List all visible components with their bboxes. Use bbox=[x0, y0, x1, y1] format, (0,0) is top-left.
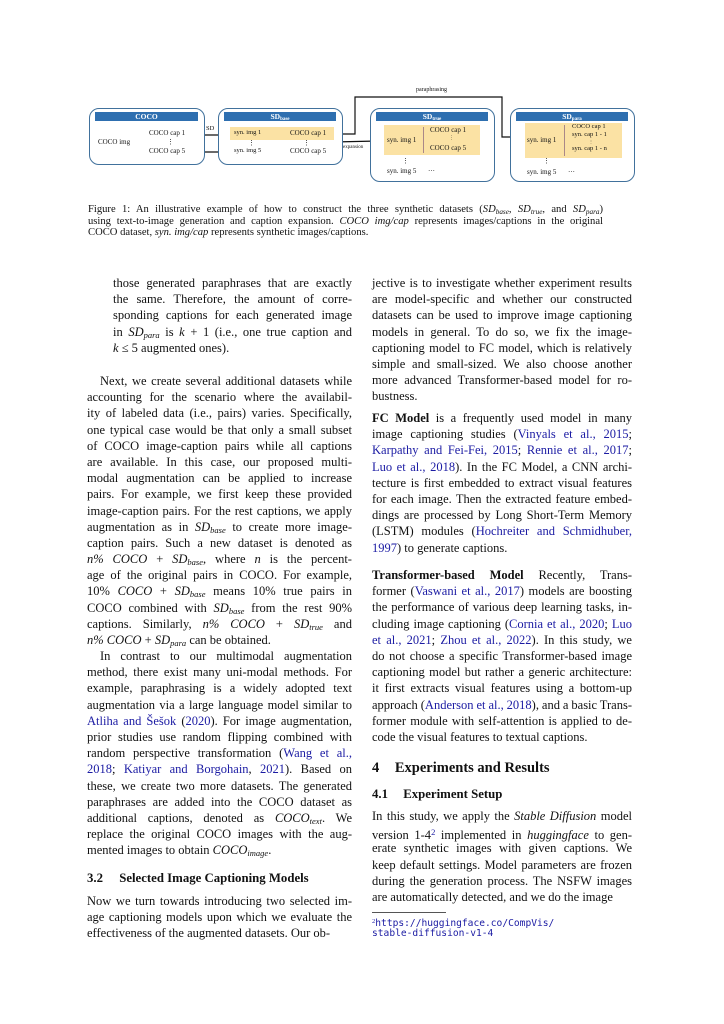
sd-base-cap-1: COCO cap 1 bbox=[290, 129, 327, 137]
text-span: . We bbox=[321, 810, 352, 825]
text-span: SD bbox=[172, 552, 188, 567]
footnote-marker[interactable]: 2 bbox=[372, 918, 376, 925]
sd-para-cap-2: syn. cap 1 - n bbox=[572, 145, 607, 152]
text-line bbox=[372, 410, 632, 426]
text-line bbox=[87, 713, 352, 729]
text-span: base bbox=[210, 524, 226, 535]
text-line bbox=[113, 340, 352, 356]
text-span: SD bbox=[194, 519, 211, 534]
text-span: true bbox=[309, 621, 323, 632]
text-line: during the generation process. The NSFW images bbox=[372, 873, 632, 888]
text-span: + bbox=[141, 633, 155, 647]
text-span: ). Based on bbox=[285, 762, 352, 777]
text-line: jective is to investigate whether experiment results bbox=[372, 276, 632, 290]
text-span: image bbox=[247, 848, 269, 859]
text-span: para bbox=[585, 207, 600, 216]
text-span: n bbox=[254, 552, 261, 567]
text-line: accounting for the scenario where the availabil- bbox=[87, 390, 352, 405]
text-line: ity of labeled data (i.e., pairs) varies. Specifically, bbox=[87, 406, 352, 421]
text-span: additional captions, denoted as bbox=[87, 810, 275, 825]
text-span: ; bbox=[517, 443, 527, 458]
vertical-dots: ⋮ bbox=[543, 157, 550, 165]
section-heading-4-1 bbox=[372, 787, 502, 802]
text-span: text bbox=[309, 816, 322, 826]
text-span: former ( bbox=[372, 584, 415, 599]
text-line bbox=[372, 583, 632, 599]
text-line bbox=[372, 540, 632, 556]
text-line bbox=[88, 216, 603, 228]
text-line bbox=[87, 583, 352, 599]
text-span: image captioning studies ( bbox=[372, 427, 518, 442]
text-span: using text-to-image generation and caption expansion. bbox=[88, 215, 340, 227]
section-number: 3.2 bbox=[87, 871, 103, 885]
text-span: implemented in bbox=[435, 828, 528, 842]
paraphrasing-label: paraphrasing bbox=[416, 87, 447, 93]
vertical-dots: ⋮ bbox=[167, 137, 174, 146]
divider bbox=[564, 125, 565, 156]
text-span: , bbox=[508, 204, 518, 215]
text-span: COCO dataset, bbox=[88, 227, 155, 239]
paragraph bbox=[87, 893, 352, 942]
figure-caption bbox=[88, 204, 603, 239]
citation-link[interactable]: 2018 bbox=[87, 762, 112, 777]
text-span: version 1-4 bbox=[372, 828, 432, 842]
sd-para-sub: para bbox=[571, 117, 582, 122]
text-line bbox=[372, 567, 632, 583]
paragraph bbox=[87, 373, 352, 648]
sd-true-cap-1: COCO cap 1 bbox=[430, 126, 467, 134]
text-line bbox=[87, 616, 352, 632]
text-line: replace the original COCO images with the aug- bbox=[87, 827, 352, 842]
text-span: + bbox=[264, 616, 294, 631]
paragraph bbox=[372, 410, 632, 556]
text-span: model bbox=[596, 809, 632, 823]
text-line: augmentation via a large language model similar to bbox=[87, 697, 352, 712]
text-span: base bbox=[187, 557, 204, 568]
text-span: huggingface bbox=[527, 828, 589, 842]
text-span: base bbox=[189, 589, 206, 600]
text-span: , bbox=[248, 762, 260, 777]
text-line: bustness. bbox=[372, 389, 418, 404]
paragraph bbox=[372, 808, 632, 905]
text-line: models in general. To do so, we fix the image- bbox=[372, 324, 632, 339]
ellipsis: ··· bbox=[568, 168, 575, 176]
text-line: Next, we create several additional datasets while bbox=[100, 374, 352, 388]
text-line: it first extracts visual features using a bottom-up bbox=[372, 681, 632, 696]
paragraph-lead: Transformer-based Model bbox=[372, 568, 524, 582]
section-title: Experiment Setup bbox=[403, 787, 503, 801]
text-span: SD bbox=[213, 600, 229, 615]
text-span: ( bbox=[176, 713, 186, 728]
citation-link[interactable]: 1997 bbox=[372, 540, 397, 555]
text-span: ; bbox=[431, 632, 441, 647]
text-span: ≤ 5 augmented ones). bbox=[118, 340, 230, 355]
section-heading-3-2 bbox=[87, 871, 309, 886]
coco-img: COCO img bbox=[98, 138, 131, 146]
sd-arrow-label: SD bbox=[206, 125, 215, 132]
vertical-dots: ⋮ bbox=[303, 138, 310, 147]
citation-link[interactable]: Luo bbox=[611, 616, 632, 631]
text-span: can be obtained. bbox=[186, 633, 271, 647]
text-span: ) to generate captions. bbox=[397, 540, 508, 555]
text-line: dings are processed by Long Short-Term Memory bbox=[372, 508, 632, 523]
sd-para-header bbox=[516, 112, 628, 121]
text-line bbox=[87, 810, 352, 826]
citation-link[interactable]: 2020 bbox=[185, 713, 211, 728]
citation-link[interactable]: Atliha and Šešok bbox=[87, 713, 177, 728]
sd-true-img-5: syn. img 5 bbox=[387, 167, 417, 175]
text-line: Now we turn towards introducing two selected im- bbox=[87, 894, 352, 908]
text-span: ; bbox=[628, 427, 632, 442]
text-line: age captioning models upon which we evaluate the bbox=[87, 910, 352, 925]
text-span: SD bbox=[482, 204, 496, 215]
text-line: are available. In this case, our proposed multi- bbox=[87, 454, 352, 469]
text-span: para bbox=[143, 329, 160, 340]
text-line: do not choose a specific Transformer-based image bbox=[372, 648, 632, 663]
text-span: SD bbox=[517, 204, 531, 215]
text-span: COCO bbox=[212, 843, 248, 858]
sd-true-cap-5: COCO cap 5 bbox=[430, 144, 467, 152]
citation-link[interactable]: stable-diffusion-v1-4 bbox=[372, 928, 494, 939]
text-span: + bbox=[147, 552, 173, 567]
text-span: to gen- bbox=[588, 828, 632, 842]
text-line: those generated paraphrases that are exactly bbox=[113, 276, 352, 290]
text-line: modal augmentation can be applied to increase bbox=[87, 471, 352, 486]
text-line bbox=[372, 916, 554, 928]
text-line: effectiveness of the augmented datasets. Our ob- bbox=[87, 926, 331, 941]
text-span: ) models are boosting bbox=[519, 584, 632, 599]
text-line: pairs. For example, we first keep these provided bbox=[87, 487, 352, 502]
citation-link[interactable]: Vinyals et al., 2015 bbox=[517, 427, 629, 442]
text-span: In this study, we apply the bbox=[372, 809, 515, 823]
text-span: + 1 (i.e., one true caption and bbox=[184, 324, 352, 339]
text-line: simple and small-sized. We also choose another bbox=[372, 356, 632, 371]
text-line: datasets can be used to improve image captioning bbox=[372, 308, 632, 323]
ellipsis: ··· bbox=[428, 167, 435, 175]
paragraph bbox=[372, 275, 632, 405]
text-span: ). In this study, we bbox=[531, 632, 632, 647]
text-line: prior studies use random flipping combined with bbox=[87, 729, 352, 744]
vertical-dots: ⋮ bbox=[248, 138, 255, 147]
text-span: para bbox=[170, 638, 187, 649]
text-span: random perspective transformation ( bbox=[87, 746, 284, 761]
text-line: the same. Therefore, the amount of corre- bbox=[113, 292, 352, 307]
text-span: ) bbox=[599, 204, 603, 215]
text-line bbox=[87, 761, 352, 777]
citation-link[interactable]: 2021 bbox=[260, 762, 285, 777]
coco-cap-1: COCO cap 1 bbox=[149, 129, 186, 137]
text-line: sponding captions for each generated image bbox=[113, 308, 352, 323]
text-line bbox=[87, 632, 352, 648]
text-line bbox=[87, 600, 352, 616]
expansion-label: expansion bbox=[343, 145, 364, 150]
text-span: COCO bbox=[117, 584, 153, 599]
text-line bbox=[87, 519, 352, 535]
text-line bbox=[372, 426, 632, 442]
text-span: cluding image captioning ( bbox=[372, 616, 509, 631]
text-span: n% COCO bbox=[87, 552, 148, 567]
citation-link[interactable]: Karpathy and Fei-Fei, 2015 bbox=[372, 443, 518, 458]
text-line: the performance of various deep learning tasks, in- bbox=[372, 600, 632, 615]
footnote bbox=[372, 916, 554, 940]
text-span: in bbox=[113, 324, 129, 339]
text-span: Stable Diffusion bbox=[514, 809, 597, 823]
text-span: represents images/captions in the original bbox=[408, 215, 603, 227]
text-span: mented images to obtain bbox=[87, 843, 213, 858]
text-line: method, there exist many uni-modal methods. For bbox=[87, 665, 352, 680]
text-line: image-caption pairs. For the rest captions, we apply bbox=[87, 503, 352, 518]
text-span: 10% bbox=[87, 584, 118, 599]
citation-link[interactable]: Wang et al., bbox=[283, 746, 353, 761]
paragraph bbox=[113, 275, 352, 356]
footnote-rule bbox=[372, 912, 446, 913]
text-span: true bbox=[530, 207, 543, 216]
sd-para-title: SD bbox=[562, 112, 572, 121]
sd-base-title: SD bbox=[270, 112, 281, 121]
text-span: k bbox=[113, 340, 119, 355]
text-span: , and bbox=[542, 204, 573, 215]
text-span: means 10% true pairs in bbox=[205, 584, 352, 599]
text-span: represents synthetic images/captions. bbox=[208, 227, 369, 239]
text-span: is a frequently used model in many bbox=[429, 411, 632, 425]
section-title: Experiments and Results bbox=[394, 760, 550, 776]
vertical-dots: ⋮ bbox=[402, 157, 409, 165]
text-line: captioning model but rather a generic architecture: bbox=[372, 665, 632, 680]
footnote-marker[interactable]: 2 bbox=[431, 827, 436, 838]
text-span: ). For image augmentation, bbox=[210, 713, 352, 728]
sd-base-cap-5: COCO cap 5 bbox=[290, 147, 327, 155]
text-line: caption pairs. Such a new dataset is denoted as bbox=[87, 535, 352, 550]
text-span: from the rest 90% bbox=[244, 600, 353, 615]
citation-link[interactable]: Vaswani et al., 2017 bbox=[414, 584, 520, 599]
text-line bbox=[88, 204, 603, 216]
text-line: these, we create two more datasets. The generated bbox=[87, 778, 352, 793]
text-span: approach ( bbox=[372, 697, 425, 712]
paragraph bbox=[87, 648, 352, 858]
text-line: for each image. Then the extracted feature embed- bbox=[372, 491, 632, 506]
sd-true-sub: true bbox=[432, 117, 442, 122]
citation-link[interactable]: Zhou et al., 2022 bbox=[440, 632, 532, 647]
section-heading-4 bbox=[372, 760, 550, 777]
text-line: code the visual features to textual captions. bbox=[372, 729, 588, 744]
text-span: ). In the FC Model, a CNN archi- bbox=[455, 459, 633, 474]
text-line bbox=[372, 824, 632, 840]
text-span: augmentation as in bbox=[87, 519, 195, 534]
paragraph bbox=[372, 567, 632, 745]
sd-para-cap-1: syn. cap 1 - 1 bbox=[572, 130, 607, 138]
section-number: 4.1 bbox=[372, 787, 388, 801]
text-line bbox=[372, 523, 632, 539]
text-span: captions. Similarly, bbox=[87, 616, 203, 631]
sd-base-img-1: syn. img 1 bbox=[234, 129, 262, 136]
text-span: is the percent- bbox=[260, 552, 352, 567]
text-span: ; bbox=[604, 616, 612, 631]
text-line bbox=[88, 227, 603, 239]
sd-para-cap-0: COCO cap 1 bbox=[572, 123, 606, 130]
text-span: n% COCO bbox=[202, 616, 265, 631]
paragraph-lead: FC Model bbox=[372, 411, 430, 425]
text-line bbox=[372, 632, 632, 648]
sd-true-img-1: syn. img 1 bbox=[387, 136, 417, 144]
section-title: Selected Image Captioning Models bbox=[119, 871, 309, 885]
text-span: Recently, Trans- bbox=[523, 568, 633, 582]
text-line: keep default settings. Model parameters are frozen bbox=[372, 857, 632, 872]
sd-para-img-5: syn. img 5 bbox=[527, 168, 557, 176]
vertical-dots: ⋮ bbox=[589, 138, 593, 144]
text-line: captioning model to FC model, which is relatively bbox=[372, 340, 632, 355]
text-line: In contrast to our multimodal augmentation bbox=[100, 649, 352, 663]
text-line bbox=[113, 324, 352, 340]
sd-base-img-5: syn. img 5 bbox=[234, 147, 262, 154]
text-span: COCO img/cap bbox=[339, 215, 409, 227]
text-line bbox=[87, 551, 352, 567]
coco-cap-5: COCO cap 5 bbox=[149, 147, 186, 155]
sd-para-img-1: syn. img 1 bbox=[527, 136, 557, 144]
text-line bbox=[372, 928, 554, 940]
citation-link[interactable]: et al., 2021 bbox=[372, 632, 432, 647]
section-number: 4 bbox=[372, 760, 380, 776]
text-span: base bbox=[228, 605, 245, 616]
divider bbox=[423, 127, 424, 153]
text-span: is bbox=[159, 324, 180, 339]
text-span: SD bbox=[572, 204, 586, 215]
text-span: COCO bbox=[274, 810, 310, 825]
citation-link[interactable]: Luo et al., 2018 bbox=[372, 459, 456, 474]
text-line: are model-specific and whether our constructed bbox=[372, 292, 632, 307]
citation-link[interactable]: Rennie et al., 2017 bbox=[526, 443, 629, 458]
text-line: of COCO image-caption pairs while all captions bbox=[87, 438, 352, 453]
text-span: (LSTM) modules ( bbox=[372, 524, 476, 539]
sd-true-header bbox=[376, 112, 488, 121]
text-line bbox=[372, 442, 632, 458]
citation-link[interactable]: Anderson et al., 2018 bbox=[424, 697, 532, 712]
text-span: SD bbox=[128, 324, 144, 339]
text-line: more advanced Transformer-based model for ro- bbox=[372, 373, 632, 388]
text-span: Figure 1: An illustrative example of how to construct the three synthetic datasets ( bbox=[88, 204, 483, 215]
text-span: to create more image- bbox=[225, 519, 352, 534]
sd-true-title: SD bbox=[422, 112, 433, 121]
text-span: ), and a basic Trans- bbox=[531, 697, 632, 712]
text-span: ; bbox=[628, 443, 632, 458]
text-span: base bbox=[495, 207, 509, 216]
sd-base-sub: base bbox=[280, 117, 290, 122]
text-span: SD bbox=[154, 633, 171, 647]
citation-link[interactable]: Cornia et al., 2020 bbox=[509, 616, 605, 631]
text-span: SD bbox=[293, 616, 310, 631]
text-span: COCO combined with bbox=[87, 600, 214, 615]
text-line bbox=[372, 459, 632, 475]
text-span: SD bbox=[174, 584, 190, 599]
coco-header: COCO bbox=[95, 112, 198, 121]
coco-box bbox=[89, 108, 205, 165]
text-line: paraphrases are added into the COCO dataset as bbox=[87, 794, 352, 809]
citation-link[interactable]: Hochreiter and Schmidhuber, bbox=[475, 524, 632, 539]
text-span: and bbox=[322, 616, 352, 631]
text-line: age of the original pairs in COCO. For example, bbox=[87, 568, 352, 583]
text-line: are automatically detected, and we do the image bbox=[372, 889, 613, 904]
text-line bbox=[87, 745, 352, 761]
text-line bbox=[372, 808, 632, 824]
text-line bbox=[372, 697, 632, 713]
citation-link[interactable]: Katiyar and Borgohain bbox=[123, 762, 249, 777]
text-line: former module with self-attention is applied to de- bbox=[372, 713, 632, 728]
text-line bbox=[87, 842, 352, 858]
text-span: syn. img/cap bbox=[154, 227, 209, 239]
text-line: example, paraphrasing is a widely adopted text bbox=[87, 681, 352, 696]
text-line: one typical case would be that only a small subset bbox=[87, 422, 352, 437]
text-line bbox=[372, 616, 632, 632]
text-span: ; bbox=[112, 762, 124, 777]
text-span: + bbox=[152, 584, 175, 599]
text-line: erate synthetic images with given captions. We bbox=[372, 841, 632, 856]
citation-link[interactable]: https://huggingface.co/CompVis/ bbox=[375, 917, 555, 929]
text-span: n% COCO bbox=[87, 633, 142, 647]
text-span: k bbox=[179, 324, 185, 339]
text-line: tecture is first embedded to extract visual features bbox=[372, 475, 632, 490]
text-span: . bbox=[268, 843, 272, 858]
text-span: , where bbox=[203, 552, 255, 567]
vertical-dots: ⋮ bbox=[449, 136, 454, 141]
sd-base-header bbox=[224, 112, 336, 121]
